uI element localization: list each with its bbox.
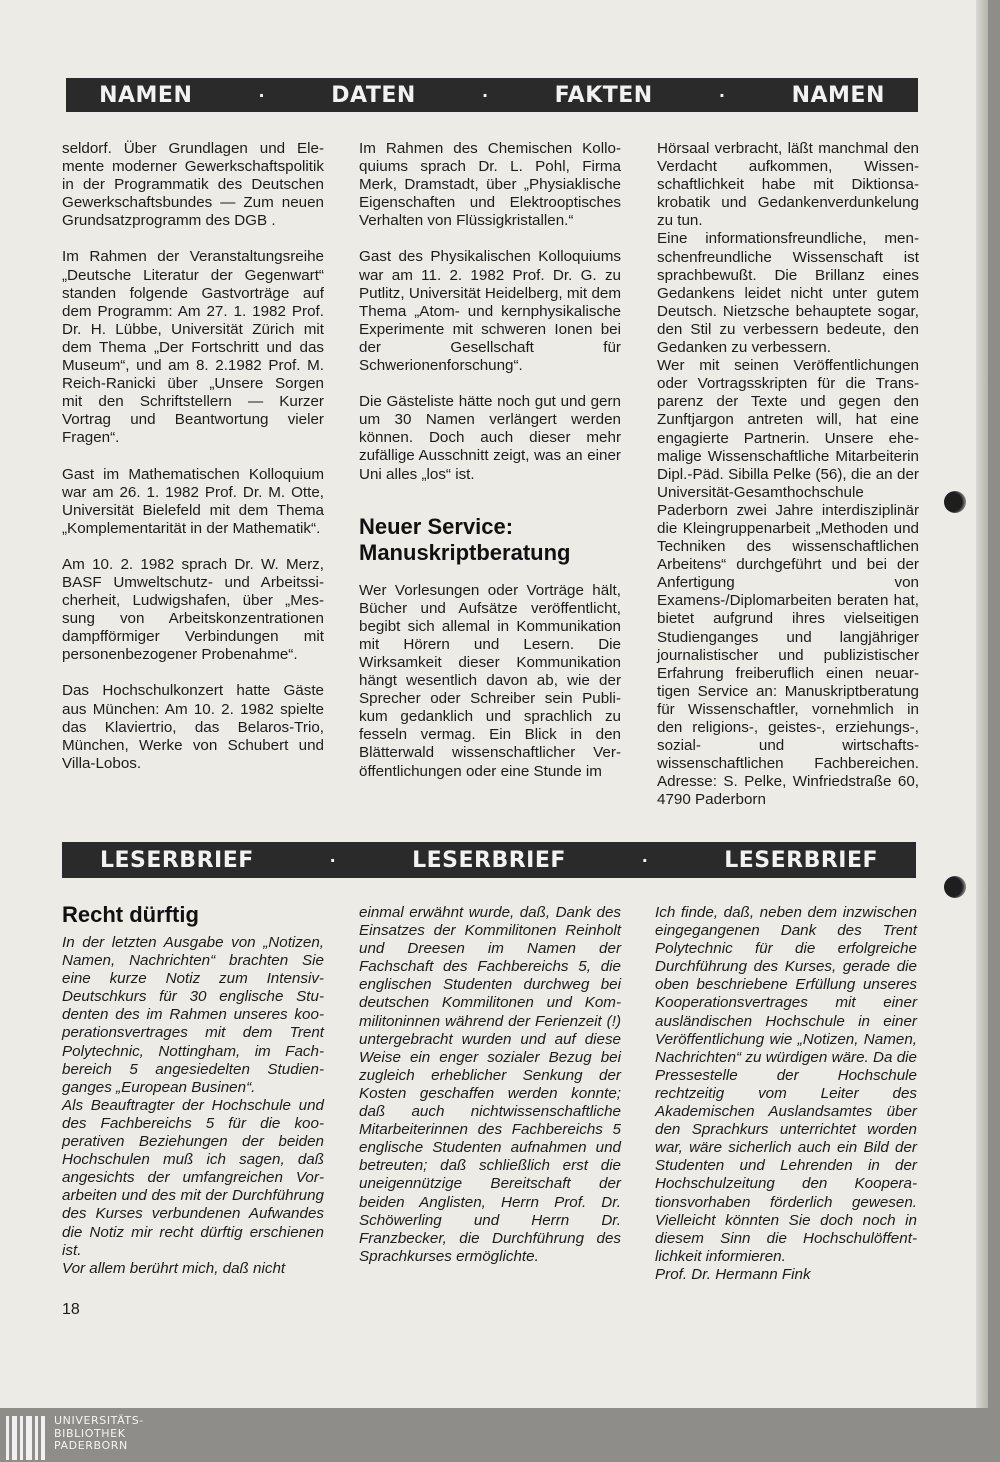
top-banner [66,78,918,112]
banner-word: NAMEN [99,82,193,108]
paragraph: Gast des Physikalischen Kolloquiums war am 11. 2. 1982 Prof. Dr. G. zu Putlitz, Universität Heidelberg, mit dem Thema „Atom- und kernphysikalische Experimente mit schweren Ionen bei der Gesellschaft für Schwerionenforschung“. [359,248,621,375]
banner-separator: · [329,850,337,870]
section-heading [359,514,621,566]
paragraph: Eine informationsfreundliche, menschenfreundliche Wissenschaft ist sprachbewußt. Die Brillanz eines Gedankens leidet nicht unter gutem Deutsch. Nietzsche behauptete sogar, den Stil zu verbessern bedeute, den Gedanken zu verbessern. [657,230,919,357]
letter-signature: Prof. Dr. Hermann Fink [655,1265,811,1283]
library-logo-icon [6,1416,46,1460]
page-edge [976,0,988,1408]
library-name-line: UNIVERSITÄTS- [54,1414,144,1427]
banner-word: LESERBRIEF [412,847,566,873]
letter-title: Recht dürftig [62,902,199,927]
paragraph: Vor allem berührt mich, daß nicht [62,1259,286,1277]
heading-line: Manuskriptberatung [359,539,571,565]
banner-separator: · [718,85,726,105]
paragraph: Die Gästeliste hätte noch gut und gern um 30 Namen verlängert werden können. Doch auch dieser mehr zufällige Ausschnitt zeigt, was an einer Uni alles „los“ ist. [359,393,621,483]
banner-separator: · [641,850,649,870]
letter-column-1 [62,902,324,1278]
paragraph: Wer mit seinen Veröffentlichungen oder Vortragsskripten für die Transparenz der Texte und gegen den Zunftjargon antreten will, hat eine engagierte Partnerin. Unsere ehemalige Wissenschaftliche Mitarbeiterin Dipl.-Päd. Sibilla Pelke (56), die an der Universität-Gesamthochschule Paderborn zwei Jahre interdisziplinär die Kleingruppenarbeit „Methoden und Techniken des wissenschaftlichen Arbeitens“ durchgeführt und bei der Anfertigung von Examens-/Diplomarbeiten beraten hat, bietet aufgrund ihres vielseitigen Studienganges und langjähriger journalistischer und publizistischer Erfahrung freiberuflich einen neuartigen Service an: Manuskriptberatung für Wissenschaftler, vornehmlich in den religions-, geistes-, erziehungs-, sozial- und wirtschaftswissenschaftlichen Fachbereichen. Adresse: S. Pelke, Winfriedstraße 60, 4790 Paderborn [657,357,919,809]
library-name [54,1415,144,1453]
paragraph: Wer Vorlesungen oder Vorträge hält, Bücher und Aufsätze veröffentlicht, begibt sich allemal in Kommunikation mit Hörern und Lesern. Die Wirksamkeit dieser Kommunikation hängt wesentlich davon ab, wie der Sprecher oder Schreiber sein Publikum gedanklich und sprachlich zu fesseln vermag. Ein Blick in den Blätterwald wissenschaftlicher Veröffentlichungen oder eine Stunde im [359,581,621,780]
library-name-line: BIBLIOTHEK [54,1426,126,1440]
news-column-3 [657,140,919,809]
paragraph: Ich finde, daß, neben dem inzwischen eingegangenen Dank des Trent Polytechnic für die erfolgreiche Durchführung des Kurses, gerade die oben beschriebene Erfüllung unseres Kooperationsvertrages mit einer ausländischen Hochschule in einer Veröffentlichung wie „Notizen, Namen, Nachrichten“ zu würdigen wäre. Da die Pressestelle der Hochschule rechtzeitig vom Leiter des Akademischen Auslandsamtes über den Sprachkurs unterrichtet worden war, wäre sicherlich auch ein Bild der Studenten und Lehrenden in der Hochschulzeitung den Kooperationsvorhaben förderlich gewesen. Vielleicht könnten Sie doch noch in diesem Sinn die Hochschulöffentlichkeit informieren. [655,904,917,1265]
punch-hole-icon [944,491,966,513]
banner-word: FAKTEN [554,82,653,108]
paragraph: Gast im Mathematischen Kolloquium war am 26. 1. 1982 Prof. Dr. M. Otte, Universität Bielefeld mit dem Thema „Komplementarität in der Mathematik“. [62,465,324,537]
banner-word: LESERBRIEF [99,847,254,873]
news-column-2 [359,140,621,781]
library-name-line: PADERBORN [54,1439,128,1452]
banner-word: LESERBRIEF [724,847,879,873]
banner-separator: · [258,85,266,105]
paragraph: Am 10. 2. 1982 sprach Dr. W. Merz, BASF Umweltschutz- und Arbeitssicherheit, Ludwigshafen, über „Messung von Arbeitskonzentrationen dampfförmiger Verbindungen mit personenbezogener Probenahme“. [62,555,324,664]
library-footer [0,1408,1000,1462]
heading-line: Neuer Service: [359,513,514,539]
paragraph: seldorf. Über Grundlagen und Elemente moderner Gewerkschaftspolitik in der Programmatik des Deutschen Gewerkschaftsbundes — Zum neuen Grundsatzprogramm des DGB . [62,140,324,230]
paragraph: einmal erwähnt wurde, daß, Dank des Einsatzes der Kommilitonen Reinholt und Dreesen im Namen der Fachschaft des Fachbereichs 5, die englischen Studenten durchweg bei deutschen Kommilitonen und Kommilitoninnen während der Ferienzeit (!) untergebracht wurden und auf diese Weise ein enger sozialer Bezug bei zugleich erheblicher Senkung der Kosten geschaffen werden konnte; daß auch nichtwissenschaftliche Mitarbeiterinnen des Fachbereichs 5 englische Studenten aufnahmen und betreuten; daß schließlich erst die uneigennützige Bereitschaft der beiden Anglisten, Herrn Prof. Dr. Schöwerling und Herrn Dr. Franzbecker, die Durchführung des Sprachkurses ermöglichte. [359,904,621,1265]
banner-word: DATEN [331,82,416,108]
letter-column-3 [655,904,917,1284]
paragraph: In der letzten Ausgabe von „Notizen, Namen, Nachrichten“ brachten Sie eine kurze Notiz zum Intensiv-Deutschkurs für 30 englische Studenten des im Rahmen unseres kooperationsvertrages mit dem Trent Polytechnic, Nottingham, im Fachbereich 5 angesiedelten Studienganges „European Businen“. [62,934,324,1096]
news-column-1 [62,140,324,791]
paragraph: Im Rahmen des Chemischen Kolloquiums sprach Dr. L. Pohl, Firma Merk, Dramstadt, über „Physiaklische Eigenschaften und Elektrooptisches Verhalten von Flüssigkristallen.“ [359,140,621,230]
banner-word: NAMEN [791,82,885,108]
letters-banner [62,842,916,878]
paragraph: Im Rahmen der Veranstaltungsreihe „Deutsche Literatur der Gegenwart“ standen folgende Gastvorträge auf dem Programm: Am 27. 1. 1982 Prof. Dr. H. Lübbe, Universität Zürich mit dem Thema „Der Fortschritt und das Museum“, und am 8. 2.1982 Prof. M. Reich-Ranicki über „Unsere Sorgen mit den Schriftstellern — Kurzer Vortrag und Beantwortung vieler Fragen“. [62,248,324,447]
paragraph: Das Hochschulkonzert hatte Gäste aus München: Am 10. 2. 1982 spielte das Klaviertrio, das Belaros-Trio, München, Werke von Schubert und Villa-Lobos. [62,682,324,772]
paragraph: Als Beauftragter der Hochschule und des Fachbereichs 5 für die kooperativen Beziehungen der beiden Hochschulen muß ich sagen, daß angesichts der umfangreichen Vorarbeiten und des mit der Durchführung des Kurses verbundenen Aufwandes die Notiz mir recht dürftig erschienen ist. [62,1096,324,1259]
punch-hole-icon [944,876,966,898]
banner-separator: · [481,85,489,105]
page-number: 18 [62,1301,80,1318]
paragraph: Hörsaal verbracht, läßt manchmal den Verdacht aufkommen, Wissenschaftlichkeit habe mit Diktionsakrobatik und Gedankenverdunkelung zu tun. [657,140,919,230]
letter-column-2 [359,904,621,1266]
